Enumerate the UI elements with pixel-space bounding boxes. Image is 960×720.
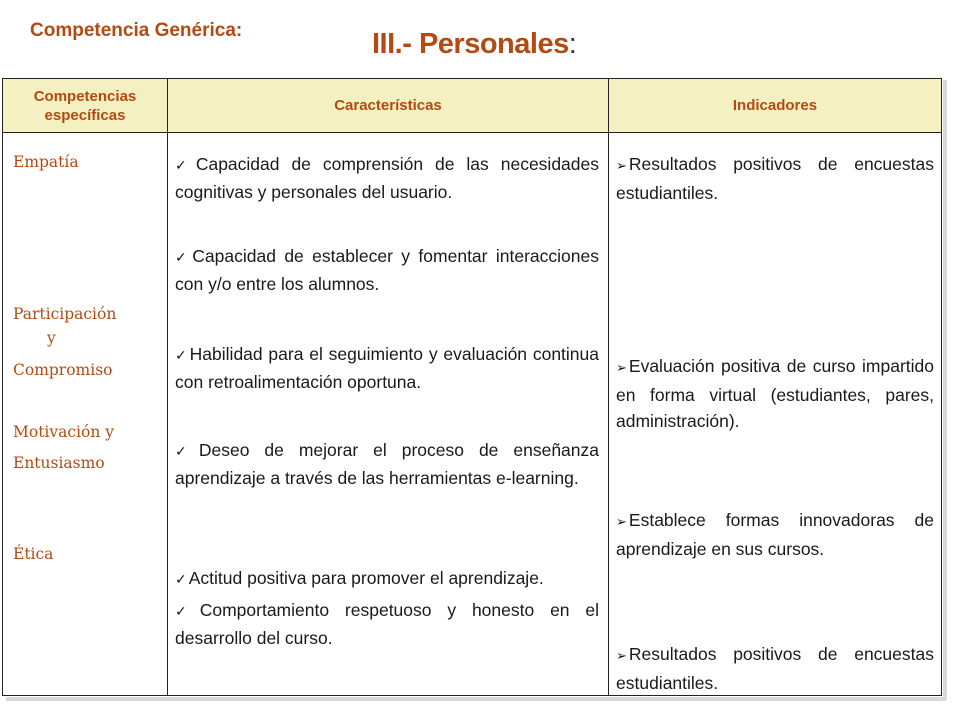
arrow-bullet-icon: ➢ xyxy=(616,361,627,376)
competencias-table xyxy=(2,78,942,696)
column-header-indicadores: Indicadores xyxy=(732,97,818,114)
page-title-text: III.- Personales xyxy=(372,28,569,60)
indicador-text: Evaluación positiva de curso impartido en forma virtual (estudiantes, pares, administración). xyxy=(616,356,934,431)
caracteristica-text: Habilidad para el seguimiento y evaluación continua con retroalimentación oportuna. xyxy=(175,344,600,392)
indicador-item xyxy=(616,507,934,562)
checkmark-icon: ✓ xyxy=(175,250,191,266)
caracteristica-item xyxy=(175,151,599,205)
caracteristica-item xyxy=(175,243,599,297)
page-title-colon: : xyxy=(568,28,577,60)
indicador-text: Establece formas innovadoras de aprendizaje en sus cursos. xyxy=(616,510,934,559)
column-divider xyxy=(608,79,609,695)
column-divider xyxy=(167,79,168,695)
arrow-bullet-icon: ➢ xyxy=(616,159,627,174)
competencia-etica: Ética xyxy=(13,545,54,563)
competencia-empatia: Empatía xyxy=(13,153,79,171)
checkmark-icon: ✓ xyxy=(175,158,194,174)
indicador-text: Resultados positivos de encuestas estudiantiles. xyxy=(616,154,934,203)
table-header-row xyxy=(3,79,941,133)
column-header-competencias: Competencias específicas xyxy=(33,87,137,124)
caracteristica-item xyxy=(175,565,599,593)
caracteristica-text: Capacidad de comprensión de las necesidades cognitivas y personales del usuario. xyxy=(175,154,599,202)
checkmark-icon: ✓ xyxy=(175,444,197,460)
page-title xyxy=(372,28,576,61)
caracteristica-text: Comportamiento respetuoso y honesto en el desarrollo del curso. xyxy=(175,600,599,648)
caracteristica-text: Actitud positiva para promover el aprendizaje. xyxy=(188,568,544,588)
arrow-bullet-icon: ➢ xyxy=(616,515,627,530)
competencia-y: y xyxy=(47,329,56,347)
arrow-bullet-icon: ➢ xyxy=(616,649,627,664)
competencia-generica-label: Competencia Genérica: xyxy=(30,20,243,41)
caracteristica-item xyxy=(175,597,599,651)
indicador-item xyxy=(616,353,934,434)
indicador-text: Resultados positivos de encuestas estudiantiles. xyxy=(616,644,934,693)
checkmark-icon: ✓ xyxy=(175,604,198,620)
competencia-motivacion: Motivación y xyxy=(13,423,115,441)
column-header-caracteristicas: Características xyxy=(334,97,442,114)
indicador-item xyxy=(616,641,934,696)
caracteristica-text: Capacidad de establecer y fomentar interacciones con y/o entre los alumnos. xyxy=(175,246,599,294)
competencia-entusiasmo: Entusiasmo xyxy=(13,454,105,472)
caracteristica-item xyxy=(175,437,599,491)
checkmark-icon: ✓ xyxy=(175,572,187,588)
caracteristica-text: Deseo de mejorar el proceso de enseñanza aprendizaje a través de las herramientas e-learning. xyxy=(175,440,600,488)
checkmark-icon: ✓ xyxy=(175,348,188,364)
competencia-compromiso: Compromiso xyxy=(13,361,113,379)
competencia-participacion: Participación xyxy=(13,305,117,323)
table-shadow-bottom xyxy=(6,697,946,701)
table-shadow-right xyxy=(943,80,947,700)
indicador-item xyxy=(616,151,934,206)
caracteristica-item xyxy=(175,341,599,395)
